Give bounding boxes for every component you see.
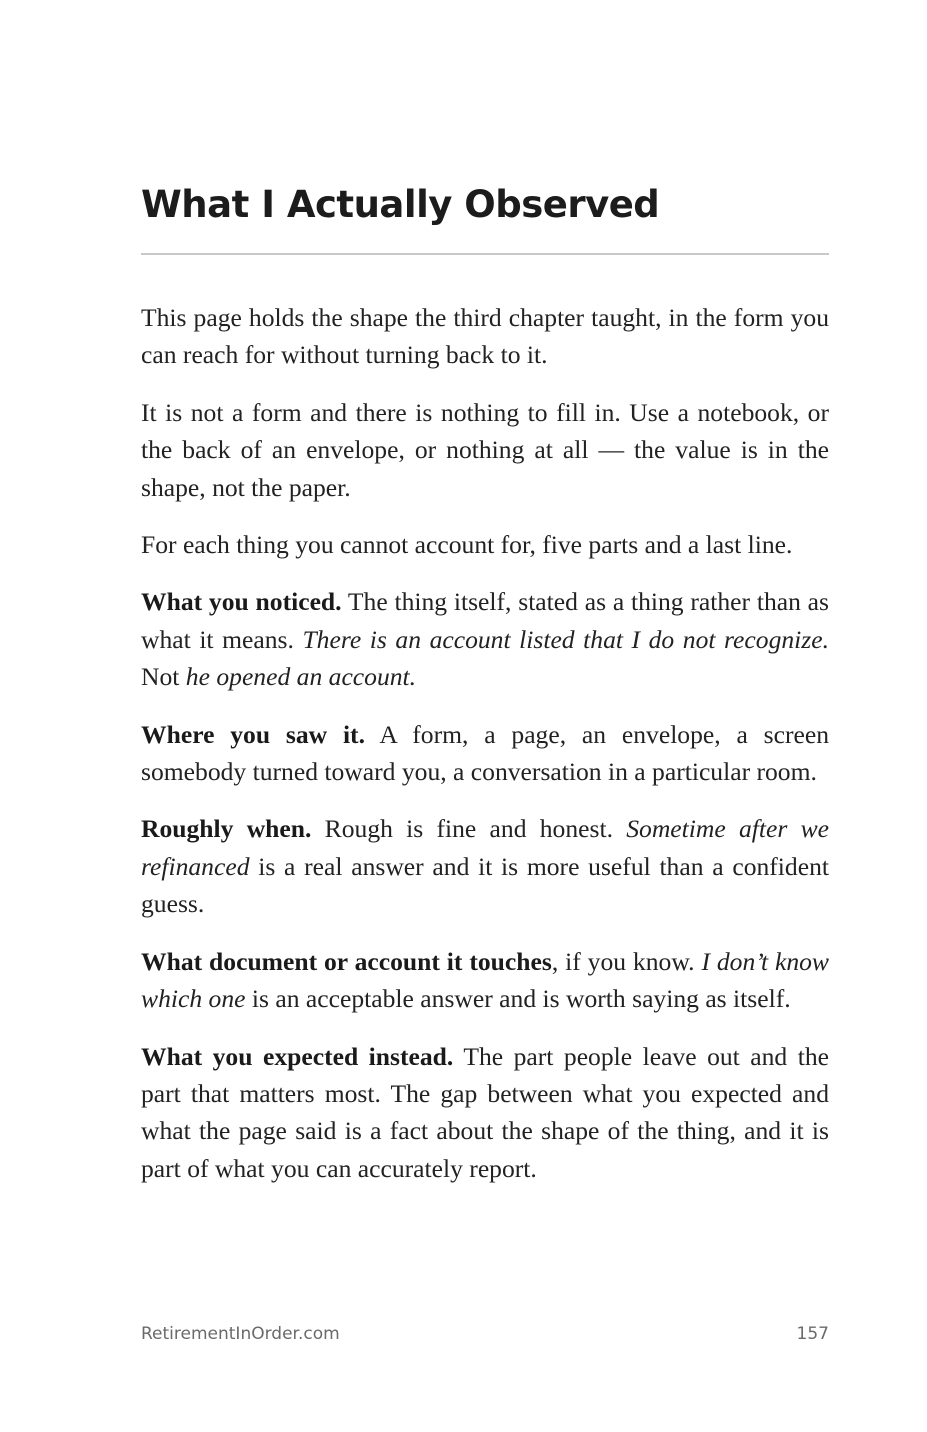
term-label: What document or account it touches xyxy=(141,946,552,976)
example-text: I don’t know which one xyxy=(141,946,829,1014)
paragraph-text: The thing itself, stated as a thing rather than as what it means. xyxy=(141,587,830,654)
paragraph-intro xyxy=(141,299,829,374)
paragraph-roughly-when xyxy=(141,810,829,922)
page-footer xyxy=(141,1322,829,1346)
paragraph-text: Rough is fine and honest. xyxy=(311,814,627,844)
example-text: he opened an account. xyxy=(185,662,417,692)
paragraph-five-parts xyxy=(141,526,829,563)
page-number: 157 xyxy=(796,1324,829,1344)
paragraph-text: is a real answer and it is more useful than a confident guess. xyxy=(141,851,829,919)
book-page xyxy=(141,0,829,1432)
paragraph-where-you-saw-it xyxy=(141,716,829,791)
paragraph-text: , if you know. xyxy=(551,946,702,976)
page-body xyxy=(141,299,829,1207)
paragraph-text: is an acceptable answer and is worth saying as itself. xyxy=(245,984,791,1014)
paragraph-text: This page holds the shape the third chapter taught, in the form you can reach for without turning back to it. xyxy=(141,303,829,370)
paragraph-text: A form, a page, an envelope, a screen somebody turned toward you, a conversation in a particular room. xyxy=(141,719,829,787)
paragraph-document-or-account xyxy=(141,943,829,1018)
example-text: There is an account listed that I do not recognize. xyxy=(302,624,829,654)
term-label: What you noticed. xyxy=(141,587,342,617)
example-text: Sometime after we refinanced xyxy=(141,814,830,881)
page-title: What I Actually Observed xyxy=(141,183,660,226)
paragraph-what-you-noticed xyxy=(141,583,829,695)
paragraph-not-a-form xyxy=(141,394,829,506)
footer-site: RetirementInOrder.com xyxy=(141,1324,340,1344)
paragraph-text: For each thing you cannot account for, five parts and a last line. xyxy=(141,530,793,560)
title-divider xyxy=(141,253,829,255)
term-label: Roughly when. xyxy=(141,814,312,844)
term-label: What you expected instead. xyxy=(141,1041,454,1071)
paragraph-text: Not xyxy=(141,662,186,692)
paragraph-text: It is not a form and there is nothing to fill in. Use a notebook, or the back of an envelope, or nothing at all — the value is in the shape, not the paper. xyxy=(141,397,829,502)
paragraph-what-you-expected xyxy=(141,1038,829,1188)
paragraph-text: The part people leave out and the part that matters most. The gap between what you expected and what the page said is a fact about the shape of the thing, and it is part of what you can accurately report. xyxy=(141,1041,829,1183)
term-label: Where you saw it. xyxy=(141,719,365,749)
